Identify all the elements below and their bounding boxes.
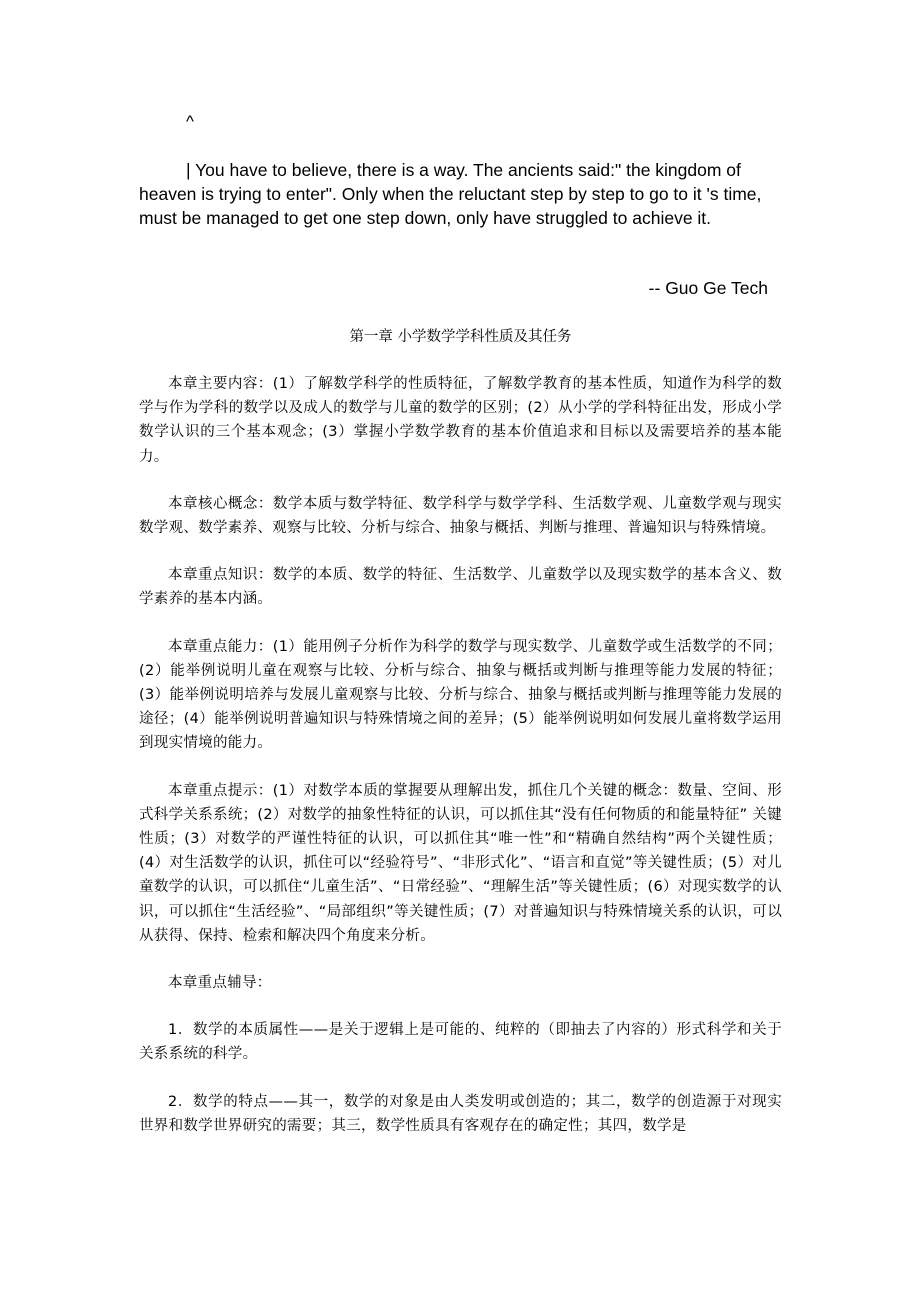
paragraph-point-1: 1．数学的本质属性——是关于逻辑上是可能的、纯粹的（即抽去了内容的）形式科学和关于关系系统的科学。: [139, 1022, 782, 1063]
epigraph-quote: | You have to believe, there is a way. The ancients said:" the kingdom of heaven is trying to enter". Only when the reluctant step by step to go to it 's time, must be managed to get one step down, only have struggled to achieve it.: [139, 160, 762, 228]
paragraph-core-concepts: 本章核心概念：数学本质与数学特征、数学科学与数学学科、生活数学观、儿童数学观与现实数学观、数学素养、观察与比较、分析与综合、抽象与概括、判断与推理、普遍知识与特殊情境。: [139, 495, 782, 537]
chapter-title: 第一章 小学数学学科性质及其任务: [349, 329, 572, 345]
paragraph-point-2: 2．数学的特点——其一，数学的对象是由人类发明或创造的；其二，数学的创造源于对现实世界和数学世界研究的需要；其三，数学性质具有客观存在的确定性；其四，数学是: [139, 1093, 782, 1134]
caret-mark: ^: [186, 112, 194, 131]
paragraph-guidance-heading: 本章重点辅导：: [168, 975, 272, 992]
chapter-body: [139, 372, 782, 1161]
paragraph-key-tips: 本章重点提示：(1）对数学本质的掌握要从理解出发，抓住几个关键的概念：数量、空间、形式科学关系系统；(2）对数学的抽象性特征的认识，可以抓住其“没有任何物质的和能量特征” 关键性质；(3）对数学的严谨性特征的认识，可以抓住其“唯一性”和“精确自然结构”两个关键性质；(4）对生活数学的认识，抓住可以“经验符号”、“非形式化”、“语言和直觉”等关键性质；(5）对儿童数学的认识，可以抓住“儿童生活”、“日常经验”、“理解生活”等关键性质；(6）对现实数学的认识，可以抓住“生活经验”、“局部组织”等关键性质；(7）对普遍知识与特殊情境关系的认识，可以从获得、保持、检索和解决四个角度来分析。: [139, 782, 782, 944]
paragraph-key-knowledge: 本章重点知识：数学的本质、数学的特征、生活数学、儿童数学以及现实数学的基本含义、数学素养的基本内涵。: [139, 567, 782, 608]
paragraph-main-content: 本章主要内容：(1）了解数学科学的性质特征，了解数学教育的基本性质，知道作为科学的数学与作为学科的数学以及成人的数学与儿童的数学的区别；(2）从小学的学科特征出发，形成小学数学认识的三个基本观念；(3）掌握小学数学教育的基本价值追求和目标以及需要培养的基本能力。: [139, 376, 782, 465]
paragraph-key-abilities: 本章重点能力：(1）能用例子分析作为科学的数学与现实数学、儿童数学或生活数学的不同；(2）能举例说明儿童在观察与比较、分析与综合、抽象与概括或判断与推理等能力发展的特征；(3）能举例说明培养与发展儿童观察与比较、分析与综合、抽象与概括或判断与推理等能力发展的途径；(4）能举例说明普遍知识与特殊情境之间的差异；(5）能举例说明如何发展儿童将数学运用到现实情境的能力。: [139, 638, 782, 752]
epigraph-author: -- Guo Ge Tech: [648, 278, 768, 298]
